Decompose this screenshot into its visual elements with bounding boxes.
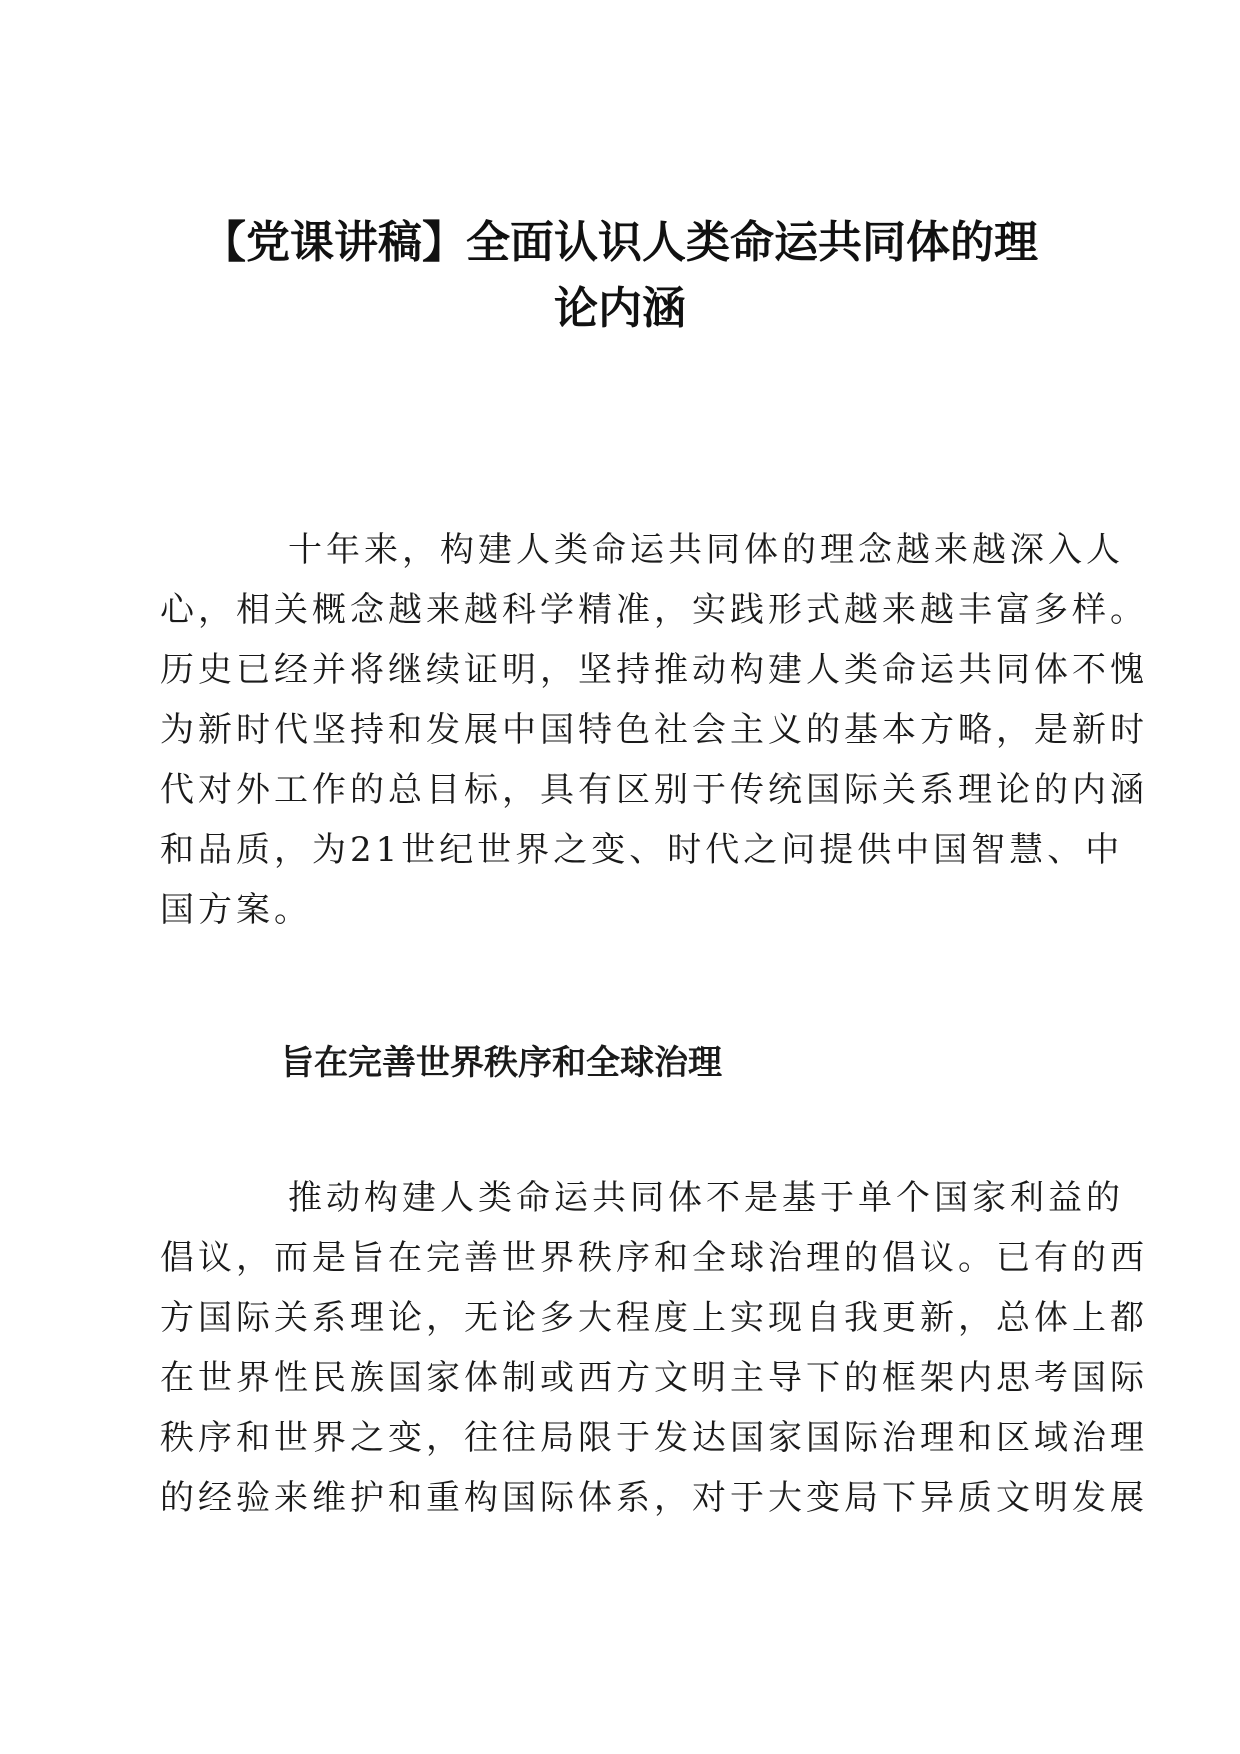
document-title xyxy=(150,210,1090,342)
title-line-2: 论内涵 xyxy=(554,283,686,334)
paragraph-line: 代对外工作的总目标，具有区别于传统国际关系理论的内涵 xyxy=(160,770,1148,810)
paragraph-line: 和品质，为21世纪世界之变、时代之问提供中国智慧、中 xyxy=(160,830,1124,870)
section-heading: 旨在完善世界秩序和全球治理 xyxy=(280,1043,722,1083)
paragraph-line: 十年来，构建人类命运共同体的理念越来越深入人 xyxy=(288,530,1124,570)
paragraph-line: 历史已经并将继续证明，坚持推动构建人类命运共同体不愧 xyxy=(160,650,1148,690)
paragraph-section-1 xyxy=(160,1168,1148,1528)
paragraph-line: 推动构建人类命运共同体不是基于单个国家利益的 xyxy=(288,1178,1124,1218)
paragraph-line: 秩序和世界之变，往往局限于发达国家国际治理和区域治理 xyxy=(160,1418,1148,1458)
paragraph-line: 在世界性民族国家体制或西方文明主导下的框架内思考国际 xyxy=(160,1358,1148,1398)
paragraph-line: 为新时代坚持和发展中国特色社会主义的基本方略，是新时 xyxy=(160,710,1148,750)
paragraph-line: 方国际关系理论，无论多大程度上实现自我更新，总体上都 xyxy=(160,1298,1148,1338)
paragraph-intro xyxy=(160,520,1148,940)
paragraph-line: 倡议，而是旨在完善世界秩序和全球治理的倡议。已有的西 xyxy=(160,1238,1148,1278)
paragraph-line: 的经验来维护和重构国际体系，对于大变局下异质文明发展 xyxy=(160,1478,1148,1518)
paragraph-line: 国方案。 xyxy=(160,890,312,930)
paragraph-line: 心，相关概念越来越科学精准，实践形式越来越丰富多样。 xyxy=(160,590,1148,630)
title-line-1: 【党课讲稿】全面认识人类命运共同体的理 xyxy=(202,217,1038,268)
